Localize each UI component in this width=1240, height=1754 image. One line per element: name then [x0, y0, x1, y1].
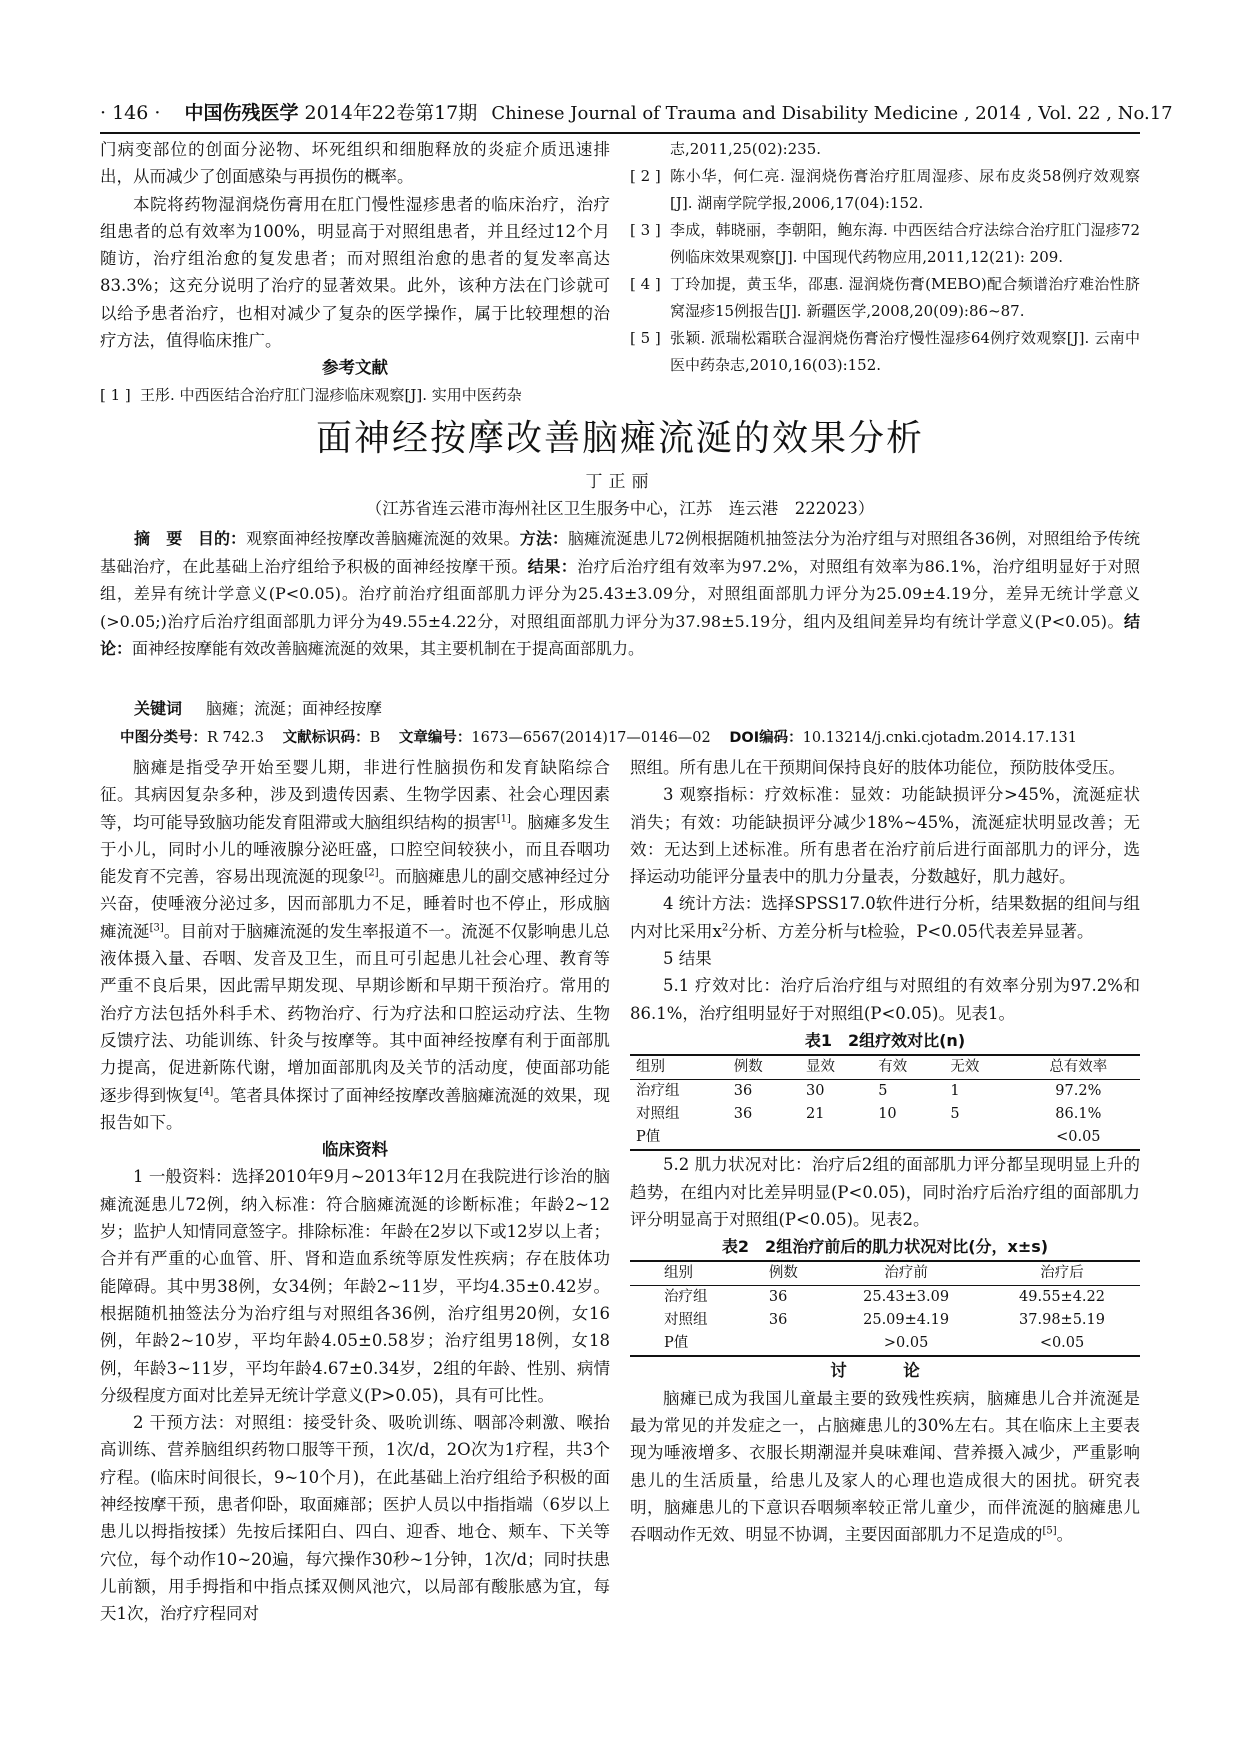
prev-paragraph: 门病变部位的创面分泌物、坏死组织和细胞释放的炎症介质迅速排出，从而减少了创面感染与再损伤的概率。: [100, 140, 610, 187]
prev-article-left: [100, 136, 610, 409]
keywords-text: 脑瘫；流涎；面神经按摩: [206, 699, 383, 718]
method-label: 方法：: [519, 529, 569, 548]
article-title: 面神经按摩改善脑瘫流涎的效果分析: [315, 418, 924, 459]
journal-name-en: Chinese Journal of Trauma and Disability Medicine , 2014 , Vol. 22 , No.17: [491, 103, 1173, 124]
table2: 组别 例数 治疗前 治疗后 治疗组 36 25.43±3.09 49.55±4.22 对照组 36 25.09±4.19 37.98±5.19 P值 >0.05 <0.05: [630, 1260, 1140, 1357]
abstract-label: 摘 要: [134, 529, 183, 548]
running-head: [100, 98, 1173, 134]
reference-item: [ 1 ] 王彤. 中西医结合治疗肛门湿疹临床观察[J]. 实用中医药杂: [100, 385, 522, 404]
reference-item: [ 5 ] 张颖. 派瑞松霜联合湿润烧伤膏治疗慢性湿疹64例疗效观察[J]. 云南中医中药杂志,2010,16(03):152.: [630, 329, 1140, 374]
intervention-paragraph: 2 干预方法：对照组：接受针灸、吸吮训练、咽部冷刺激、喉抬高训练、营养脑组织药物口服等干预，1次/d，2O次为1疗程，共3个疗程。(临床时间很长，9~10个月)，在此基础上治疗组给予积极的面神经按摩干预，患者仰卧，取面瘫部；医护人员以中指指端（6岁以上患儿以拇指按揉）先按后揉阳白、四白、迎香、地仓、颊车、下关等穴位，每个动作10~20遍，每穴操作30秒~1分钟，1次/d；同时扶患儿前额，用手拇指和中指点揉双侧风池穴，以局部有酸胀感为宜，每天1次，治疗疗程同对: [100, 1413, 610, 1624]
doi: 10.13214/j.cnki.cjotadm.2014.17.131: [802, 730, 1077, 746]
body-left-column: [100, 754, 610, 1628]
clinical-heading: 临床资料: [322, 1140, 388, 1160]
references-heading: 参考文献: [322, 358, 388, 378]
prev-paragraph: 本院将药物湿润烧伤膏用在肛门慢性湿疹患者的临床治疗，治疗组患者的总有效率为100%，明显高于对照组患者，并且经过12个月随访，治疗组治愈的复发患者；而对照组治愈的患者的复发率高达83.3%；这充分说明了治疗的显著效果。此外，该种方法在门诊就可以给予患者治疗，也相对减少了复杂的医学操作，属于比较理想的治疗方法，值得临床推广。: [100, 194, 610, 351]
abstract-result: 治疗后治疗组有效率为97.2%，对照组有效率为86.1%，治疗组明显好于对照组，差异有统计学意义(P<0.05)。治疗前治疗组面部肌力评分为25.43±3.09分，对照组面部肌力评分为25.09±4.19分，差异无统计学意义(>0.05;)治疗后治疗组面部肌力评分为49.55±4.22分，对照组面部肌力评分为37.98±5.19分，组内及组间差异均有统计学意义(P<0.05)。: [100, 556, 1140, 631]
article-affiliation: （江苏省连云港市海州社区卫生服务中心，江苏 连云港 222023）: [365, 499, 875, 518]
table-row: P值 >0.05 <0.05: [630, 1332, 1140, 1356]
statistics-paragraph: 4 统计方法：选择SPSS17.0软件进行分析，结果数据的组间与组内对比采用$x^2$分析、方差分析与t检验，P<0.05代表差异显著。: [630, 894, 1140, 941]
efficacy-paragraph: 5.1 疗效对比：治疗后治疗组与对照组的有效率分别为97.2%和86.1%，治疗组明显好于对照组(P<0.05)。见表1。: [630, 976, 1140, 1023]
reference-item: [ 4 ] 丁玲加提，黄玉华，邵惠. 湿润烧伤膏(MEBO)配合频谱治疗难治性脐窝湿疹15例报告[J]. 新疆医学,2008,20(09):86~87.: [630, 275, 1140, 320]
issue-cn: 2014年22卷第17期: [304, 102, 478, 124]
page-number: · 146 ·: [100, 102, 161, 124]
reference-item: 志,2011,25(02):235.: [670, 140, 822, 158]
clc-number: R 742.3: [207, 730, 265, 746]
discussion-paragraph: 脑瘫已成为我国儿童最主要的致残性疾病，脑瘫患儿合并流涎是最为常见的并发症之一，占脑瘫患儿的30%左右。其在临床上主要表现为唾液增多、衣服长期潮湿并臭味难闻、营养摄入减少，严重影响患儿的生活质量，给患儿及家人的心理也造成很大的困扰。研究表明，脑瘫患儿的下意识吞咽频率较正常儿童少，而伴流涎的脑瘫患儿吞咽动作无效、明显不协调，主要因面部肌力不足造成的[5]。: [630, 1388, 1140, 1545]
table-row: 对照组 36 25.09±4.19 37.98±5.19: [664, 1312, 1105, 1329]
intro-paragraph: 脑瘫是指受孕开始至婴儿期，非进行性脑损伤和发育缺陷综合征。其病因复杂多种，涉及到遗传因素、生物学因素、社会心理因素等，均可能导致脑功能发育阻滞或大脑组织结构的损害[1]。脑瘫多发生于小儿，同时小儿的唾液腺分泌旺盛，口腔空间较狭小，而且吞咽功能发育不完善，容易出现流涎的现象[2]。而脑瘫患儿的副交感神经过分兴奋，使唾液分泌过多，因而部肌力不足，睡着时也不停止，形成脑瘫流涎[3]。目前对于脑瘫流涎的发生率报道不一。流涎不仅影响患儿总液体摄入量、吞咽、发音及卫生，而且可引起患儿社会心理、教育等严重不良后果，因此需早期发现、早期诊断和早期干预治疗。常用的治疗方法包括外科手术、药物治疗、行为疗法和口腔运动疗法、生物反馈疗法、功能训练、针灸与按摩等。其中面神经按摩有利于面部肌力提高，促进新陈代谢，增加面部肌肉及关节的活动度，使面部功能逐步得到恢复[4]。笔者具体探讨了面神经按摩改善脑瘫流涎的效果，现报告如下。: [100, 758, 611, 1132]
document-code: B: [369, 730, 381, 746]
discussion-heading: 讨 论: [830, 1361, 940, 1381]
table-row: P值 <0.05: [630, 1126, 1140, 1150]
table1: 组别 例数 显效 有效 无效 总有效率 治疗组 36 30 5 1 97.2% 对照组 36 21 10 5 86.1% P值 <0.05: [630, 1054, 1140, 1151]
reference-item: [ 3 ] 李成，韩晓丽，李朝阳，鲍东海. 中西医结合疗法综合治疗肛门湿疹72例临床效果观察[J]. 中国现代药物应用,2011,12(21): 209.: [630, 221, 1140, 266]
abstract-purpose: 观察面神经按摩改善脑瘫流涎的效果。: [246, 529, 520, 548]
prev-article-right: [630, 136, 1140, 379]
conclusion-label: 结论：: [100, 611, 1140, 658]
table-row: 治疗组 36 25.43±3.09 49.55±4.22: [664, 1289, 1105, 1306]
intervention-continued: 照组。所有患儿在干预期间保持良好的肢体功能位，预防肢体受压。: [630, 758, 1125, 777]
article-author: 丁正丽: [585, 472, 655, 492]
keywords-label: 关键词: [134, 699, 183, 718]
body-right-column: [630, 754, 1140, 1549]
observation-paragraph: 3 观察指标：疗效标准：显效：功能缺损评分>45%，流涎症状消失；有效：功能缺损评分减少18%~45%，流涎症状明显改善；无效：无达到上述标准。所有患者在治疗前后进行面部肌力的评分，选择运动功能评分量表中的肌力分量表，分数越好，肌力越好。: [630, 785, 1140, 887]
keywords: [134, 696, 1134, 719]
results-heading: 5 结果: [663, 949, 712, 969]
abstract-conclusion: 面神经按摩能有效改善脑瘫流涎的效果，其主要机制在于提高面部肌力。: [132, 639, 645, 658]
article-number: 1673—6567(2014)17—0146—02: [471, 730, 711, 746]
table-row: 对照组 36 21 10 5 86.1%: [636, 1106, 1102, 1123]
muscle-strength-paragraph: 5.2 肌力状况对比：治疗后2组的面部肌力评分都呈现明显上升的趋势，在组内对比差异明显(P<0.05)，同时治疗后治疗组的面部肌力评分明显高于对照组(P<0.05)。见表2。: [630, 1155, 1140, 1229]
purpose-label: 目的：: [197, 529, 247, 548]
abstract: [100, 525, 1140, 663]
classification-line: 中图分类号：R 742.3 文献标识码：B 文章编号：1673—6567(2014)17—0146—02 DOI编码：10.13214/j.cnki.cjotadm.2014.17.131: [120, 730, 1077, 746]
result-label: 结果：: [527, 556, 578, 576]
reference-item: [ 2 ] 陈小华，何仁亮. 湿润烧伤膏治疗肛周湿疹、尿布皮炎58例疗效观察[J]. 湖南学院学报,2006,17(04):152.: [630, 167, 1140, 212]
abstract-method: 脑瘫流涎患儿72例根据随机抽签法分为治疗组与对照组各36例，对照组给予传统基础治疗，在此基础上治疗组给予积极的面神经按摩干预。: [100, 529, 1140, 576]
table-row: 治疗组 36 30 5 1 97.2%: [636, 1083, 1102, 1100]
journal-name-cn: 中国伤残医学: [184, 102, 299, 124]
general-data-paragraph: 1 一般资料：选择2010年9月~2013年12月在我院进行诊治的脑瘫流涎患儿72例，纳入标准：符合脑瘫流涎的诊断标准；年龄2~12岁；监护人知情同意签字。排除标准：年龄在2岁以下或12岁以上者；合并有严重的心血管、肝、肾和造血系统等原发性疾病；存在肢体功能障碍。其中男38例，女34例；年龄2~11岁，平均4.35±0.42岁。根据随机抽签法分为治疗组与对照组各36例，治疗组男20例，女16例，年龄2~10岁，平均年龄4.05±0.58岁；治疗组男18例，女18例，年龄3~11岁，平均年龄4.67±0.34岁，2组的年龄、性别、病情分级程度方面对比差异无统计学意义(P>0.05)，具有可比性。: [100, 1167, 610, 1405]
table2-caption: 表2 2组治疗前后的肌力状况对比(分，x±s): [721, 1237, 1049, 1257]
table1-caption: 表1 2组疗效对比(n): [804, 1030, 966, 1050]
